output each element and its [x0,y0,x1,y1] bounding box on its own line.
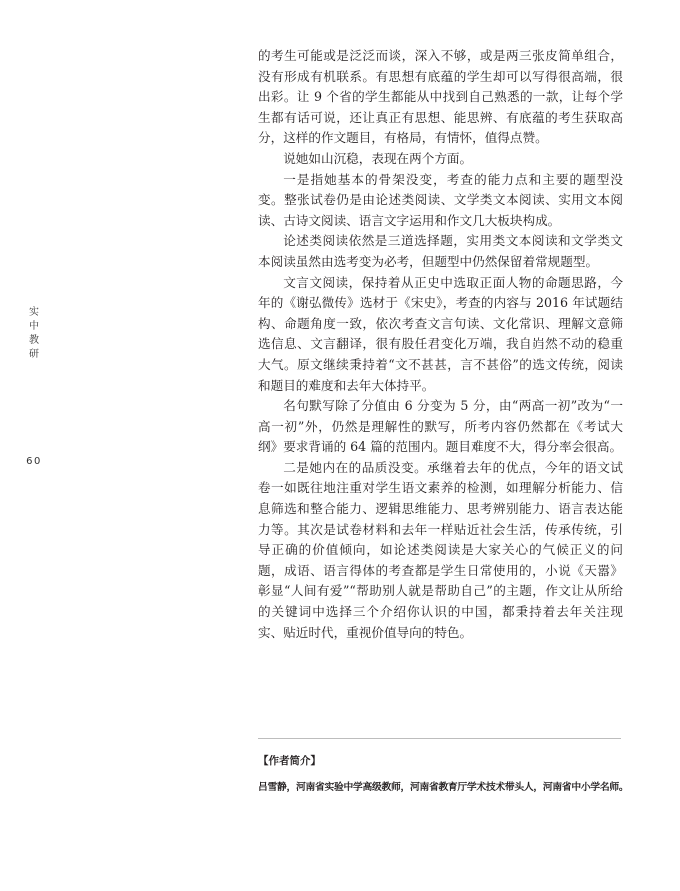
section-label-char: 实 [29,307,39,318]
section-label-char: 教 [29,335,39,346]
section-label-char: 中 [29,321,39,332]
article-paragraph: 名句默写除了分值由 6 分变为 5 分，由“两高一初”改为“一高一初”外，仍然是理解性的默写，所考内容仍然都在《考试大纲》要求背诵的 64 篇的范围内。题目难度不大，得分率会很高。 [258,398,623,455]
article-paragraph: 论述类阅读依然是三道选择题，实用类文本阅读和文学类文本阅读虽然由选考变为必考，但题型中仍然保留着常规题型。 [258,233,623,269]
author-note-text: 吕雪静，河南省实验中学高级教师，河南省教育厅学术技术带头人，河南省中小学名师。 [258,782,629,793]
article-paragraph: 说她如山沉稳，表现在两个方面。 [283,150,473,166]
article-body [258,46,623,643]
article-paragraph: 二是她内在的品质没变。承继着去年的优点，今年的语文试卷一如既往地注重对学生语文素养的检测，如理解分析能力、信息筛选和整合能力、逻辑思维能力、思考辨别能力、语言表达能力等。其次是试卷材料和去年一样贴近社会生活，传承传统，引导正确的价值倾向，如论述类阅读是大家关心的气候正义的问题，成语、语言得体的考查都是学生日常使用的，小说《天嚣》彰显“人间有爱”“帮助别人就是帮助自己”的主题，作文让从所给的关键词中选择三个介绍你认识的中国，都秉持着去年关注现实、贴近时代，重视价值导向的特色。 [258,459,623,640]
page-number: 60 [26,456,42,467]
section-label-char: 研 [29,349,39,360]
author-note-heading: 【作者简介】 [258,755,321,767]
footnote-divider [258,738,621,739]
article-paragraph: 文言文阅读，保持着从正史中选取正面人物的命题思路，今年的《谢弘微传》选材于《宋史》，考查的内容与 2016 年试题结构、命题角度一致，依次考查文言句读、文化常识、理解文意筛选信息、文言翻译，很有股任君变化万端，我自岿然不动的稳重大气。原文继续秉持着“文不甚甚，言不甚俗”的选文传统，阅读和题目的难度和去年大体持平。 [258,274,623,393]
article-paragraph: 一是指她基本的骨架没变，考查的能力点和主要的题型没变。整张试卷仍是由论述类阅读、文学类文本阅读、实用文本阅读、古诗文阅读、语言文字运用和作文几大板块构成。 [258,171,623,228]
journal-section-label [27,306,41,362]
article-paragraph: 的考生可能或是泛泛而谈，深入不够，或是两三张皮简单组合，没有形成有机联系。有思想有底蕴的学生却可以写得很高端，很出彩。让 9 个省的学生都能从中找到自己熟悉的一款，让每个学生都有话可说，还让真正有思想、能思辨、有底蕴的考生获取高分，这样的作文题目，有格局，有情怀，值得点赞。 [258,48,623,146]
